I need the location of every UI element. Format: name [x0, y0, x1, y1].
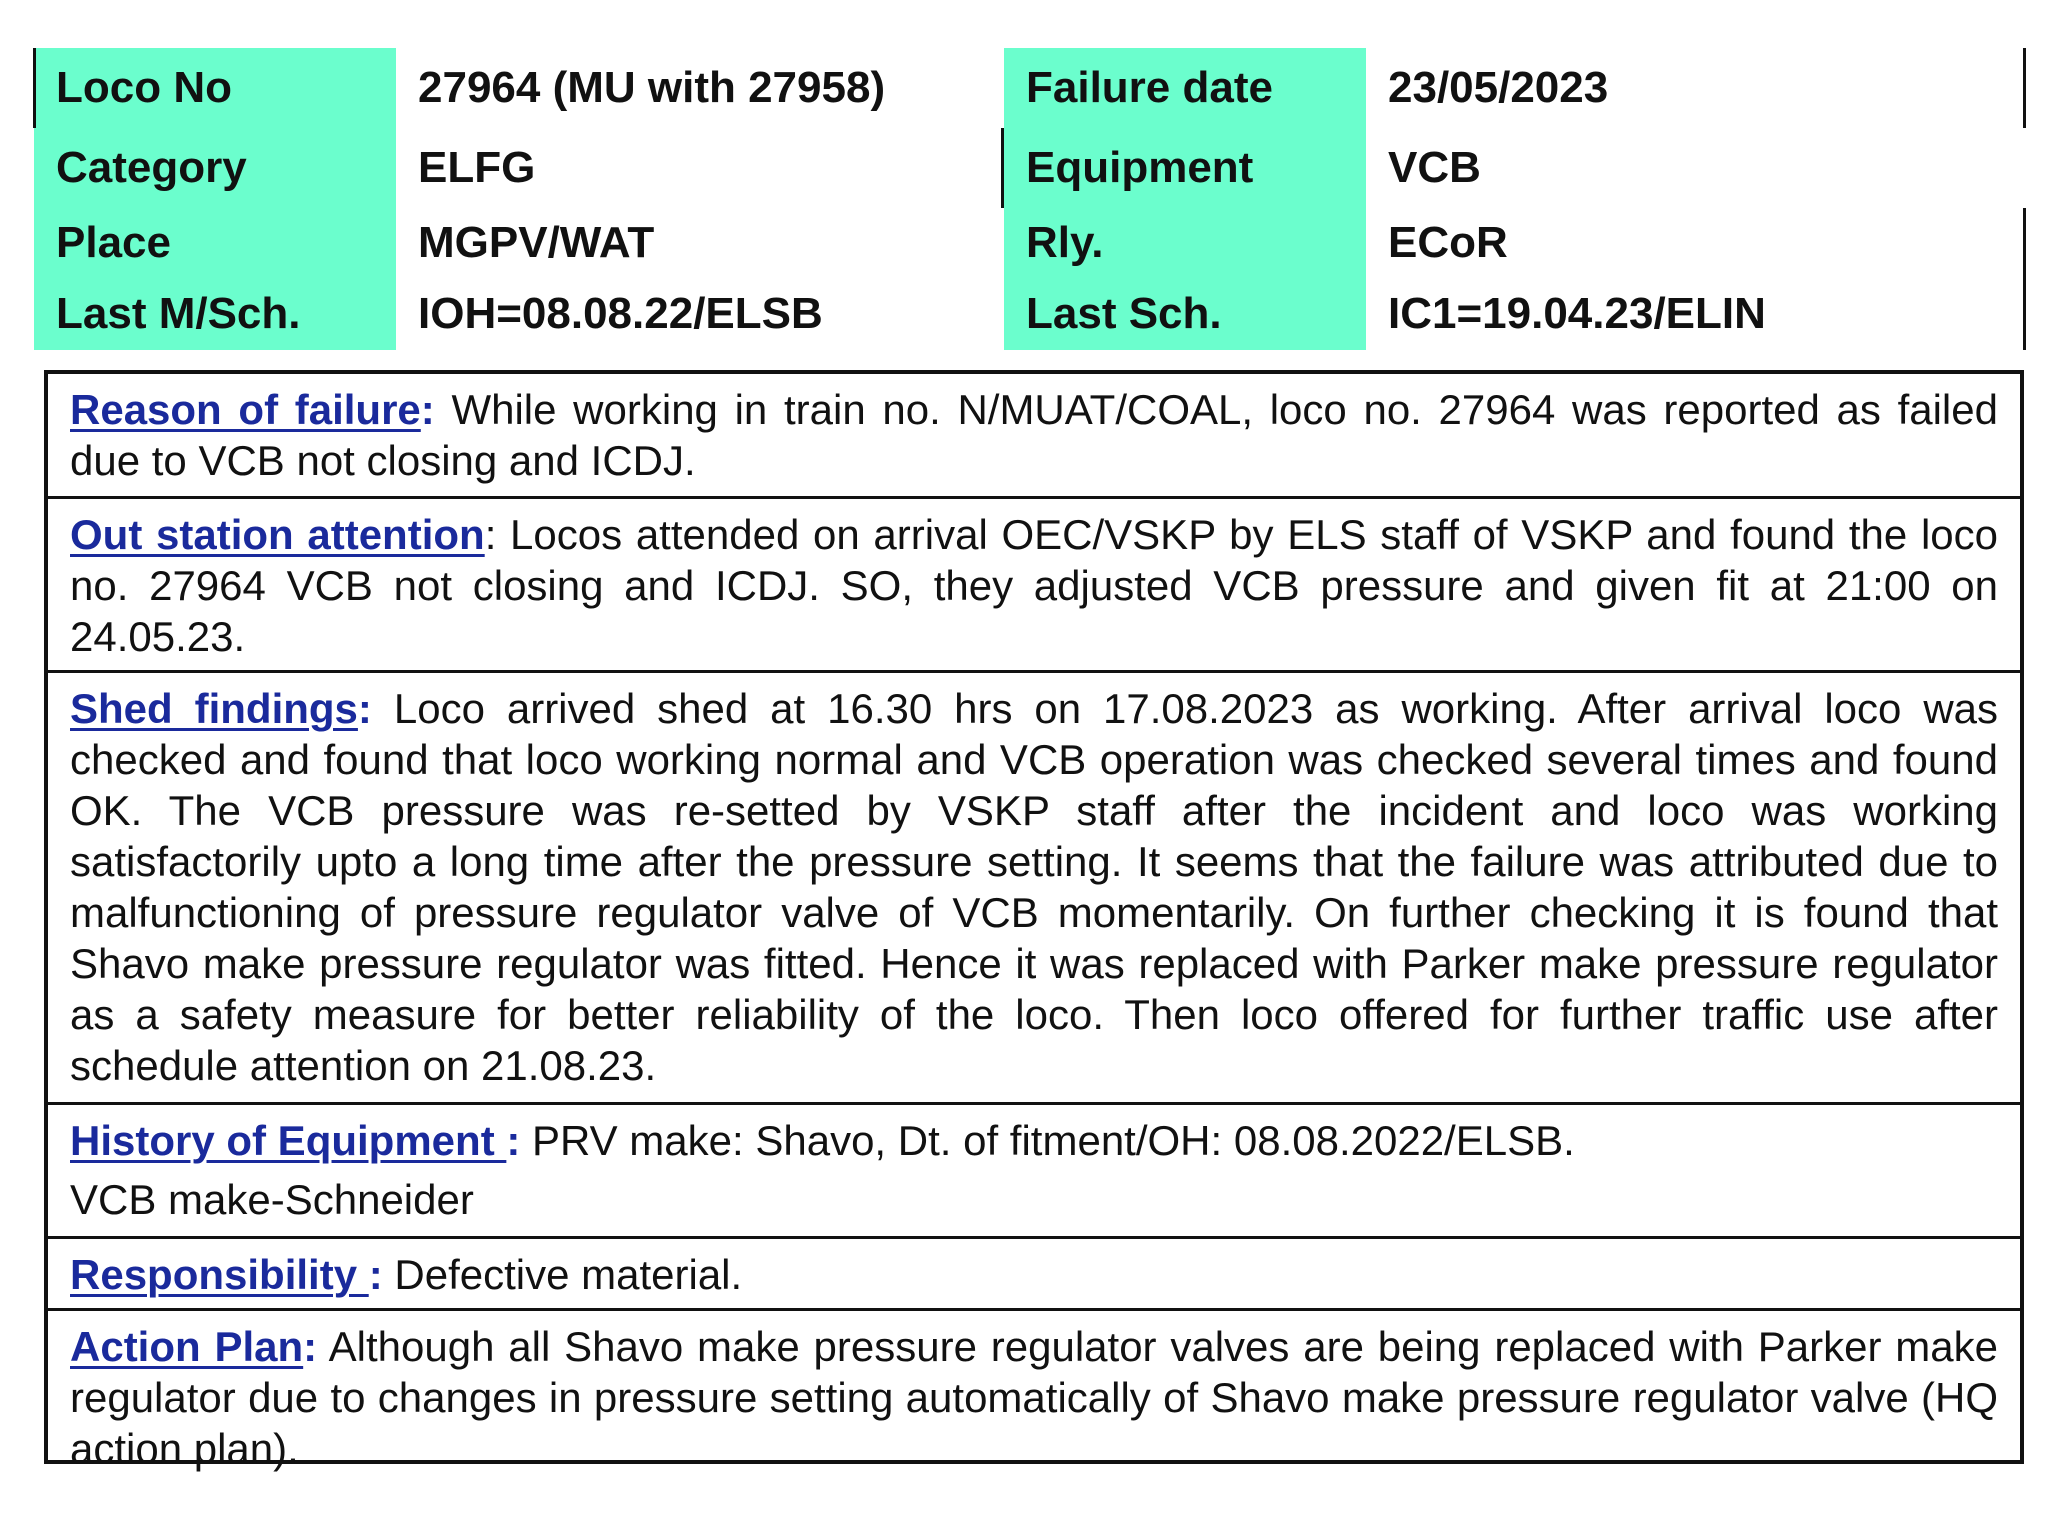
label-rly: Rly. [1004, 208, 1366, 278]
text-reason-of-failure: While working in train no. N/MUAT/COAL, loco no. 27964 was reported as failed due to VCB not closing and ICDJ. [70, 386, 1998, 484]
section-out-station-attention [48, 496, 2020, 670]
value-last-sch: IC1=19.04.23/ELIN [1388, 289, 1766, 338]
value-category: ELFG [418, 143, 536, 192]
value-rly: ECoR [1388, 218, 1508, 267]
heading-separator: : [484, 511, 497, 558]
label-loco-no: Loco No [34, 48, 396, 128]
border-mid-row2 [1001, 128, 1004, 208]
value-equipment: VCB [1388, 143, 1481, 192]
heading-separator: : [357, 685, 372, 732]
loco-info-header [0, 0, 2048, 360]
heading-separator: : [303, 1323, 318, 1370]
section-reason-of-failure [48, 374, 2020, 496]
failure-details-table [44, 370, 2024, 1472]
label-place: Place [34, 208, 396, 278]
label-category: Category [34, 128, 396, 208]
label-last-m-sch: Last M/Sch. [34, 278, 396, 350]
text-vcb-make: VCB make-Schneider [70, 1176, 474, 1223]
heading-action-plan: Action Plan [70, 1323, 304, 1370]
text-shed-findings: Loco arrived shed at 16.30 hrs on 17.08.2023 as working. After arrival loco was checked and found that loco working normal and VCB operation was checked several times and found OK. The VCB pressure was re-setted by VSKP staff after the incident and loco was working satisfactorily upto a long time after the pressure setting. It seems that the failure was attributed due to malfunctioning of pressure regulator valve of VCB momentarily. On further checking it is found that Shavo make pressure regulator was fitted. Hence it was replaced with Parker make pressure regulator as a safety measure for better reliability of the loco. Then loco offered for further traffic use after schedule attention on 21.08.23. [70, 685, 1999, 1089]
value-place: MGPV/WAT [418, 218, 655, 267]
border-left-top [33, 48, 36, 128]
border-right-lower [2023, 208, 2026, 350]
label-failure-date: Failure date [1004, 48, 1366, 128]
heading-reason-of-failure: Reason of failure [70, 386, 421, 433]
label-equipment: Equipment [1004, 128, 1366, 208]
value-failure-date: 23/05/2023 [1388, 63, 1609, 112]
heading-shed-findings: Shed findings [70, 685, 358, 732]
text-action-plan: Although all Shavo make pressure regulator valves are being replaced with Parker make regulator due to changes in pressure setting automatically of Shavo make pressure regulator valve (HQ action plan). [70, 1323, 1998, 1472]
text-responsibility: Defective material. [382, 1251, 743, 1298]
heading-history-of-equipment: History of Equipment [70, 1117, 507, 1164]
label-last-sch: Last Sch. [1004, 278, 1366, 350]
heading-separator: : [420, 386, 435, 433]
value-last-m-sch: IOH=08.08.22/ELSB [418, 289, 823, 338]
heading-separator: : [368, 1251, 383, 1298]
border-right-row1 [2023, 48, 2026, 128]
section-responsibility [48, 1236, 2020, 1308]
text-out-station-attention: Locos attended on arrival OEC/VSKP by ELS staff of VSKP and found the loco no. 27964 VCB not closing and ICDJ. SO, they adjusted VCB pressure and given fit at 21:00 on 24.05.23. [70, 511, 1998, 660]
heading-out-station-attention: Out station attention [70, 511, 485, 558]
heading-responsibility: Responsibility [70, 1251, 369, 1298]
text-history-of-equipment: PRV make: Shavo, Dt. of fitment/OH: 08.08.2022/ELSB. [520, 1117, 1575, 1164]
section-shed-findings [48, 670, 2020, 1102]
value-loco-no: 27964 (MU with 27958) [418, 63, 886, 112]
section-history-of-equipment [48, 1102, 2020, 1236]
section-action-plan [48, 1308, 2020, 1472]
heading-separator: : [506, 1117, 521, 1164]
